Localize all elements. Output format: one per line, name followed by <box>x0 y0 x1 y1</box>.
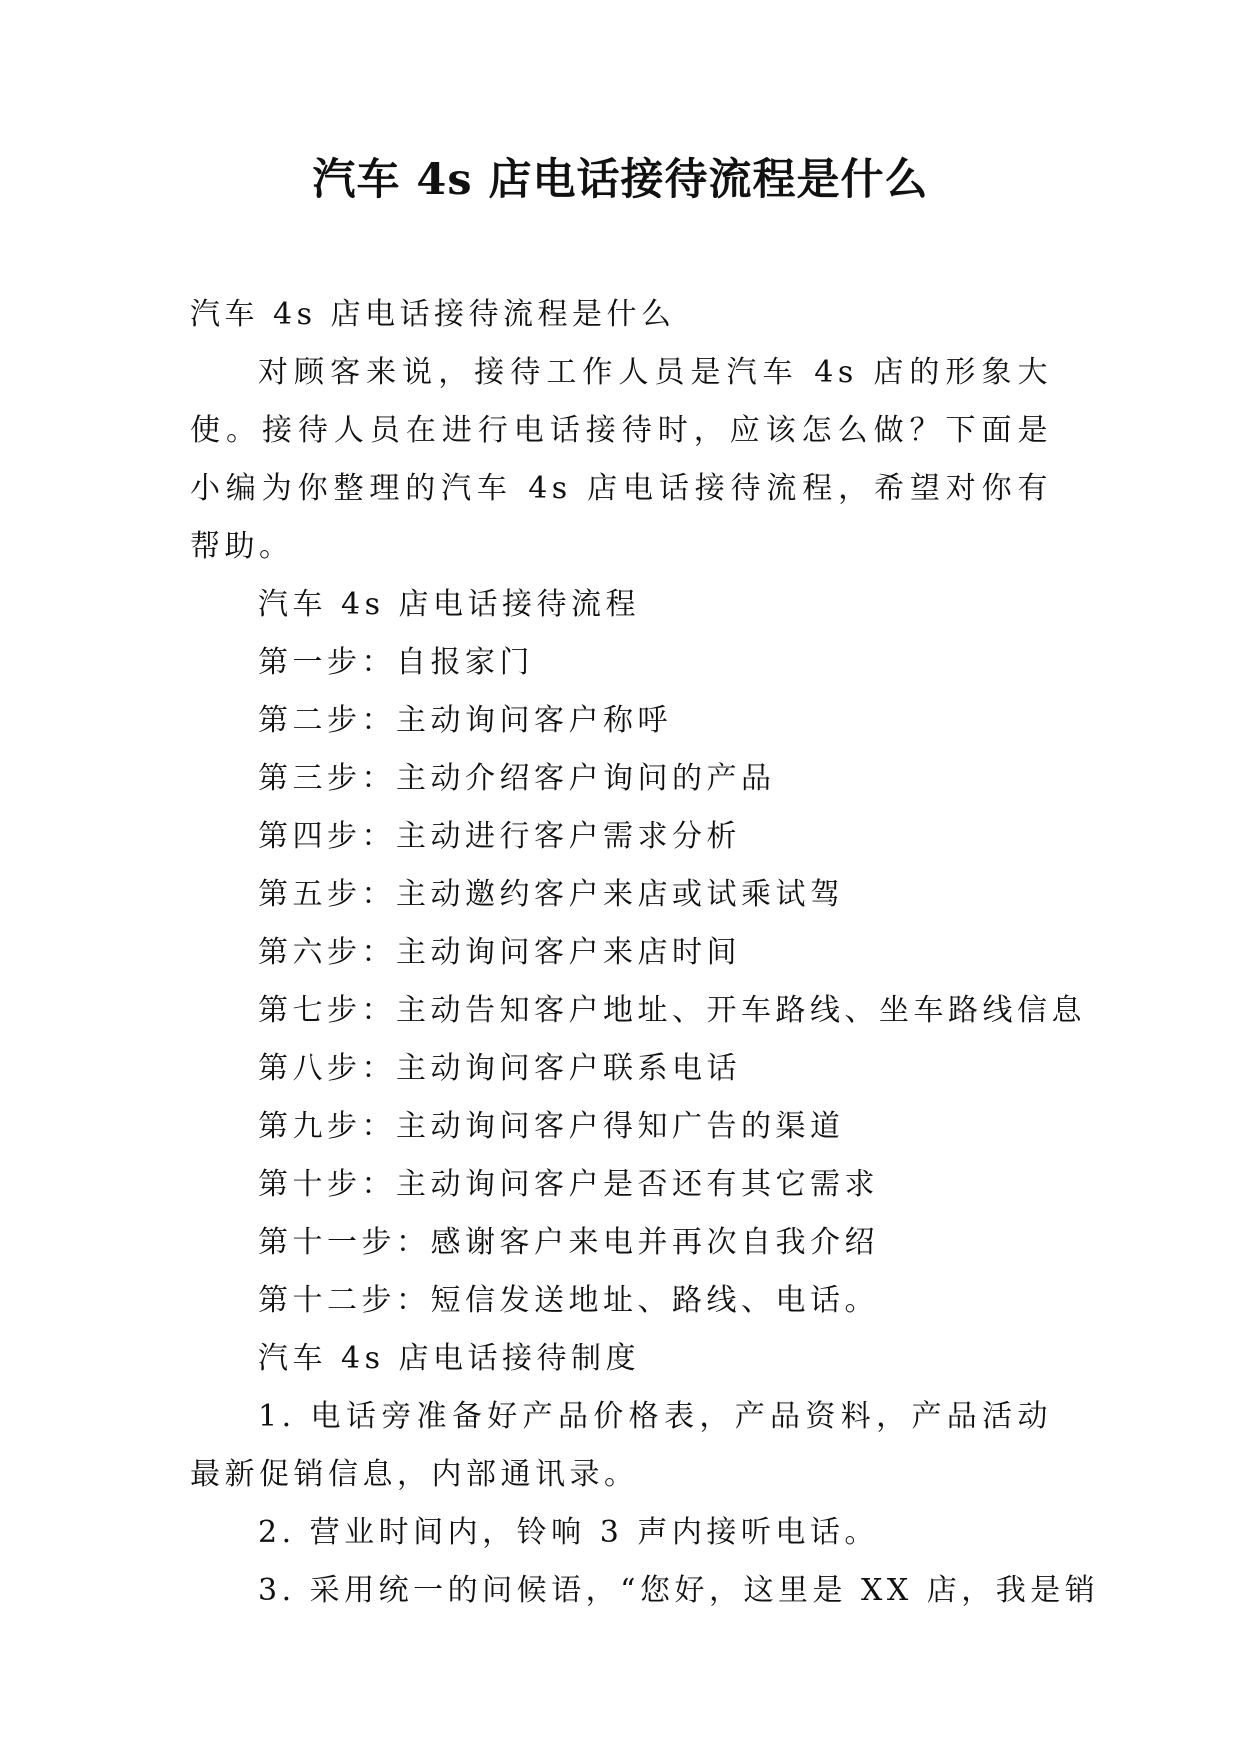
step-item: 第九步：主动询问客户得知广告的渠道 <box>258 1109 845 1144</box>
section-heading: 汽车 4s 店电话接待制度 <box>258 1341 641 1376</box>
paragraph: 汽车 4s 店电话接待流程是什么 <box>190 297 676 332</box>
step-item: 第十二步：短信发送地址、路线、电话。 <box>258 1283 879 1318</box>
step-item: 第二步：主动询问客户称呼 <box>258 703 672 738</box>
document-body <box>190 286 1100 1620</box>
rule-item: 2. 营业时间内，铃响 3 声内接听电话。 <box>258 1515 879 1550</box>
step-item: 第十步：主动询问客户是否还有其它需求 <box>258 1167 879 1202</box>
step-item: 第八步：主动询问客户联系电话 <box>258 1051 741 1086</box>
section-heading: 汽车 4s 店电话接待流程 <box>258 587 641 622</box>
step-item: 第一步：自报家门 <box>258 645 534 680</box>
document-title: 汽车 4s 店电话接待流程是什么 <box>312 155 929 205</box>
rule-item: 1. 电话旁准备好产品价格表，产品资料，产品活动最新促销信息，内部通讯录。 <box>190 1399 1052 1492</box>
step-item: 第六步：主动询问客户来店时间 <box>258 935 741 970</box>
step-item: 第七步：主动告知客户地址、开车路线、坐车路线信息 <box>258 993 1086 1028</box>
step-item: 第五步：主动邀约客户来店或试乘试驾 <box>258 877 845 912</box>
paragraph: 对顾客来说，接待工作人员是汽车 4s 店的形象大使。接待人员在进行电话接待时，应该怎么做？下面是小编为你整理的汽车 4s 店电话接待流程，希望对你有帮助。 <box>190 355 1052 564</box>
step-item: 第四步：主动进行客户需求分析 <box>258 819 741 854</box>
rule-item: 3. 采用统一的问候语，“您好，这里是 XX 店，我是销 <box>258 1573 1100 1608</box>
step-item: 第十一步：感谢客户来电并再次自我介绍 <box>258 1225 879 1260</box>
step-item: 第三步：主动介绍客户询问的产品 <box>258 761 776 796</box>
